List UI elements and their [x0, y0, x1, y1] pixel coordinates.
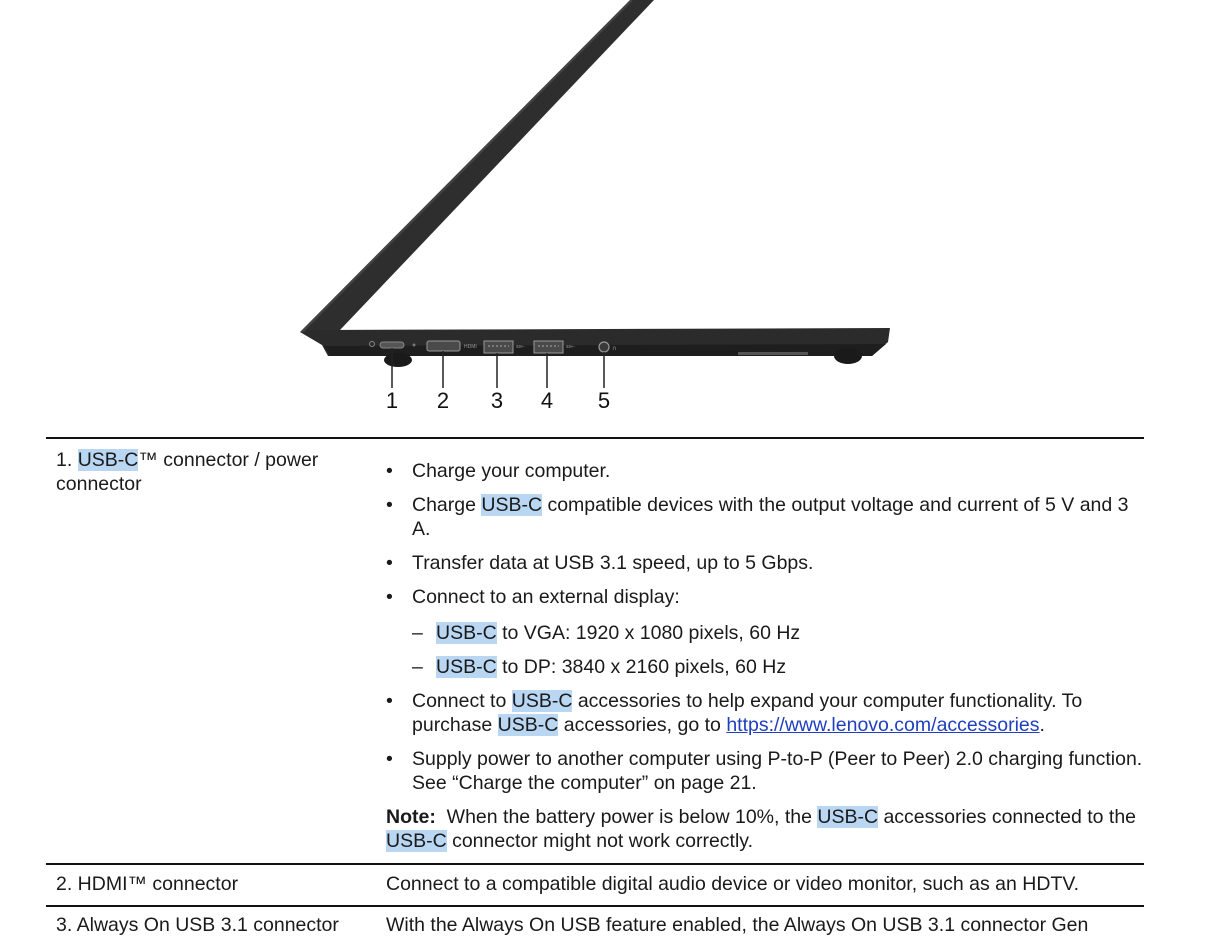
- port-name-cell: 3. Always On USB 3.1 connector: [56, 914, 339, 936]
- list-item: • Charge USB-C compatible devices with the output voltage and current of 5 V and 3 A.: [386, 493, 1144, 541]
- search-highlight: USB-C: [436, 622, 497, 644]
- list-item: • Charge your computer.: [386, 459, 1144, 483]
- list-item: • Connect to USB-C accessories to help expand your computer functionality. To purchase USB-C accessories, go to https://www.lenovo.com/accessories.: [386, 689, 1144, 737]
- usb-ss-icon-2: ss⇠: [566, 344, 576, 350]
- search-highlight: USB-C: [511, 690, 573, 712]
- callout-number-2: 2: [436, 388, 450, 413]
- callout-number-4: 4: [540, 388, 554, 413]
- audio-jack: [599, 342, 609, 352]
- callout-number-3: 3: [490, 388, 504, 413]
- search-highlight: USB-C: [481, 494, 543, 516]
- lid-edge: [302, 0, 632, 332]
- headset-icon: ∩: [612, 345, 617, 352]
- usb-a-port-1: [484, 341, 513, 353]
- list-item: • Connect to an external display: – USB-C to VGA: 1920 x 1080 pixels, 60 Hz – USB-C to DP: 3840 x 2160 pixels, 60 Hz: [386, 585, 1144, 679]
- rubber-foot-front: [384, 353, 412, 367]
- rubber-foot-rear: [834, 348, 862, 364]
- port-description-cell: [386, 438, 1144, 864]
- port-name-cell: 1. USB-C™ connector / power connector: [56, 449, 319, 495]
- list-item: – USB-C to DP: 3840 x 2160 pixels, 60 Hz: [412, 655, 1144, 679]
- port-description-cell: With the Always On USB feature enabled, the Always On USB 3.1 connector Gen: [386, 914, 1089, 936]
- table-row: [46, 438, 1144, 864]
- note-label: Note:: [386, 806, 436, 828]
- accessories-link[interactable]: https://www.lenovo.com/accessories: [726, 714, 1040, 736]
- laptop-lid: [300, 0, 654, 332]
- port-description-cell: Connect to a compatible digital audio device or video monitor, such as an HDTV.: [386, 873, 1080, 895]
- port-name-cell: 2. HDMI™ connector: [56, 873, 239, 895]
- hdmi-port: [427, 341, 460, 351]
- list-item: • Supply power to another computer using P-to-P (Peer to Peer) 2.0 charging function. See “Charge the computer” on page 21.: [386, 747, 1144, 795]
- laptop-side-view-illustration: [0, 0, 1217, 420]
- usb-c-port: [380, 342, 404, 348]
- table-row: [46, 864, 1144, 906]
- list-item: – USB-C to VGA: 1920 x 1080 pixels, 60 Hz: [412, 621, 1144, 645]
- feature-list: [386, 459, 1144, 795]
- note-paragraph: Note: When the battery power is below 10%, the USB-C accessories connected to the USB-C connector might not work correctly.: [386, 806, 1137, 852]
- usb-a-port-2: [534, 341, 563, 353]
- table-row: [46, 906, 1144, 937]
- hdmi-port-label: HDMI: [464, 344, 477, 350]
- display-options-list: [412, 621, 1144, 679]
- callout-number-1: 1: [385, 388, 399, 413]
- list-item: • Transfer data at USB 3.1 speed, up to 5 Gbps.: [386, 551, 1144, 575]
- search-highlight: USB-C: [497, 714, 559, 736]
- search-highlight: USB-C: [817, 806, 879, 828]
- connector-spec-table: [46, 437, 1144, 937]
- search-highlight: USB-C: [386, 830, 447, 852]
- search-highlight: USB-C: [77, 449, 139, 471]
- callout-number-5: 5: [597, 388, 611, 413]
- usb-ss-icon-1: ss⇠: [516, 344, 526, 350]
- vent-slot: [738, 352, 808, 355]
- search-highlight: USB-C: [436, 656, 497, 678]
- status-led: [413, 344, 416, 347]
